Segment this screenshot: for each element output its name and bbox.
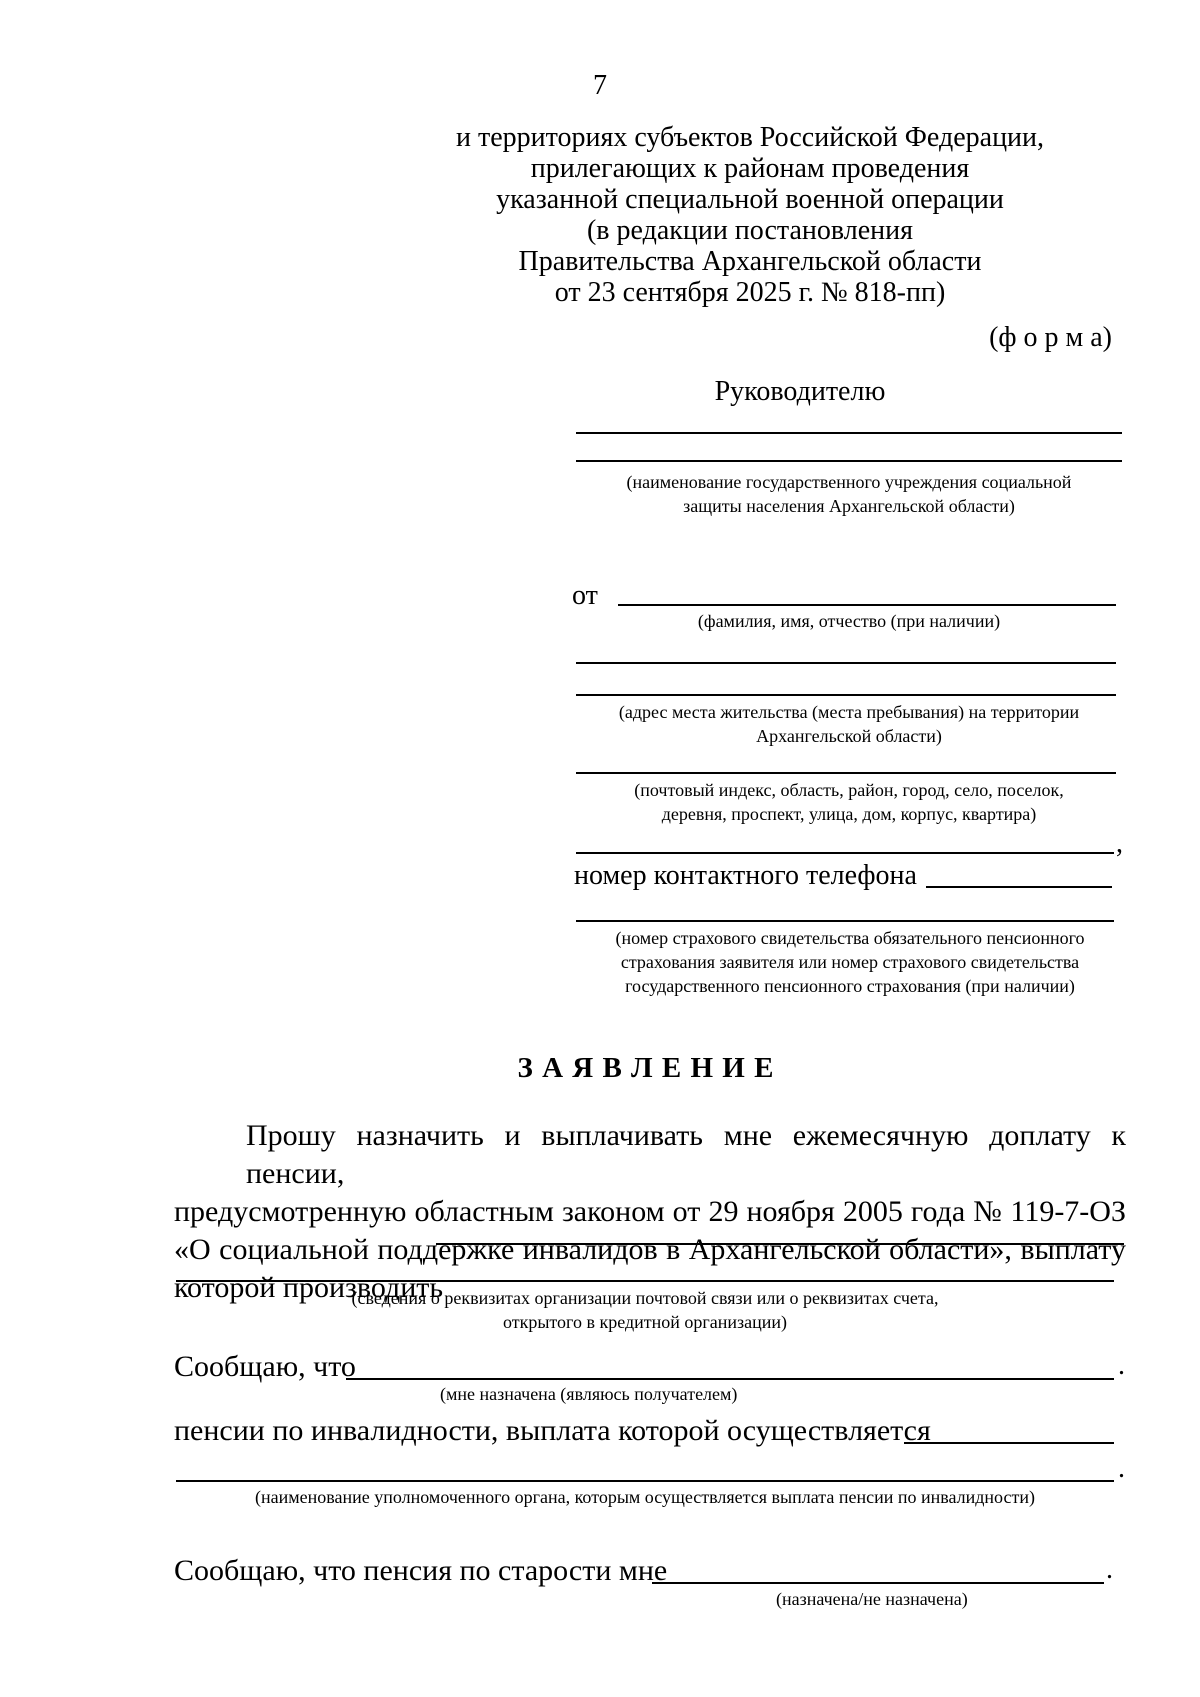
page-number: 7 — [593, 70, 607, 101]
inform-disability-caption: (мне назначена (являюсь получателем) — [440, 1384, 738, 1404]
caption-line: государственного пенсионного страхования (при наличии) — [625, 976, 1075, 996]
addressee-title: Руководителю — [714, 376, 886, 407]
caption-line: (номер страхового свидетельства обязательного пенсионного — [615, 928, 1085, 948]
payer-organ-line-2[interactable] — [176, 1480, 1114, 1482]
from-label: от — [572, 580, 598, 611]
org-caption — [576, 470, 1122, 518]
paragraph-line: Прошу назначить и выплачивать мне ежемесячную доплату к пенсии, — [246, 1119, 1126, 1190]
caption-line: открытого в кредитной организации) — [502, 1312, 788, 1332]
organ-caption: (наименование уполномоченного органа, которым осуществляется выплата пенсии по инвалидности) — [255, 1487, 1035, 1507]
header-line: указанной специальной военной операции — [496, 184, 1004, 215]
period: . — [1118, 1350, 1125, 1381]
caption-line: (наименование государственного учреждения социальной — [626, 472, 1072, 492]
caption-line: страхования заявителя или номер страхового свидетельства — [620, 952, 1080, 972]
comma: , — [1116, 828, 1123, 859]
address-line-1[interactable] — [576, 662, 1116, 664]
header-line: прилегающих к районам проведения — [530, 153, 970, 184]
paragraph-line: «О социальной поддержке инвалидов в Архангельской области», выплату — [174, 1233, 1126, 1266]
address-caption — [576, 700, 1122, 748]
payment-details-line-2[interactable] — [176, 1280, 1114, 1282]
pension-disability-label: пенсии по инвалидности, выплата которой осуществляется — [174, 1414, 931, 1447]
document-title: З А Я В Л Е Н И Е — [517, 1052, 775, 1084]
inform-old-age-caption: (назначена/не назначена) — [776, 1589, 968, 1609]
postal-caption — [576, 778, 1122, 826]
caption-line: (почтовый индекс, область, район, город, село, поселок, — [634, 780, 1064, 800]
paragraph-line: которой производить — [174, 1271, 444, 1304]
inform-disability-label: Сообщаю, что — [174, 1350, 356, 1383]
payer-organ-line[interactable] — [904, 1442, 1114, 1444]
caption-line: деревня, проспект, улица, дом, корпус, квартира) — [661, 804, 1037, 824]
requisites-caption — [176, 1286, 1114, 1334]
caption-line: Архангельской области) — [756, 726, 942, 746]
old-age-status-line[interactable] — [652, 1582, 1104, 1584]
applicant-name-line[interactable] — [618, 604, 1116, 606]
org-name-line-2[interactable] — [576, 460, 1122, 462]
insurance-number-line[interactable] — [576, 920, 1114, 922]
postal-address-line[interactable] — [576, 772, 1116, 774]
paragraph-line: предусмотренную областным законом от 29 ноября 2005 года № 119-7-ОЗ — [174, 1195, 1126, 1228]
request-paragraph — [174, 1117, 1126, 1307]
caption-line: защиты населения Архангельской области) — [683, 496, 1015, 516]
org-name-line-1[interactable] — [576, 432, 1122, 434]
phone-input-line[interactable] — [926, 886, 1112, 888]
header-block — [440, 122, 1060, 308]
phone-label: номер контактного телефона — [574, 860, 917, 891]
header-line: и территориях субъектов Российской Федерации, — [455, 122, 1045, 153]
header-line: Правительства Архангельской области — [518, 246, 982, 277]
period: . — [1118, 1453, 1125, 1484]
inform-old-age-label: Сообщаю, что пенсия по старости мне — [174, 1554, 668, 1587]
insurance-caption — [570, 926, 1130, 998]
header-line: от 23 сентября 2025 г. № 818-пп) — [554, 277, 946, 308]
payment-details-line[interactable] — [436, 1243, 1124, 1245]
caption-line: (адрес места жительства (места пребывания) на территории — [618, 702, 1080, 722]
disability-status-line[interactable] — [346, 1378, 1114, 1380]
period: . — [1106, 1554, 1113, 1585]
name-caption: (фамилия, имя, отчество (при наличии) — [697, 611, 1001, 631]
address-line-2[interactable] — [576, 694, 1116, 696]
caption-line: (сведения о реквизитах организации почтовой связи или о реквизитах счета, — [351, 1288, 939, 1308]
form-label: (ф о р м а) — [989, 322, 1112, 353]
header-line: (в редакции постановления — [586, 215, 914, 246]
postal-address-line-2[interactable] — [576, 852, 1114, 854]
